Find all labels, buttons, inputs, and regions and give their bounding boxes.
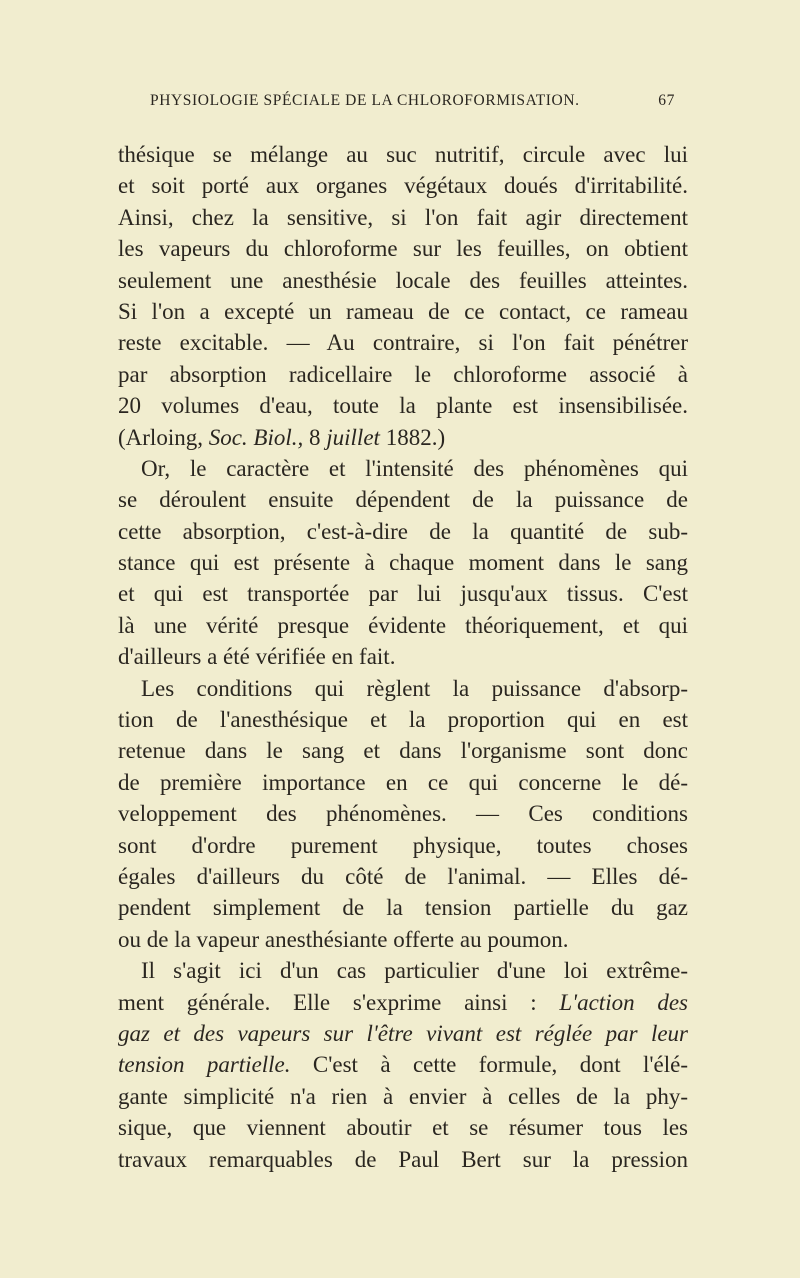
italic-quote-line: gaz et des vapeurs sur l'être vivant est réglée par leur xyxy=(118,1020,688,1046)
text-line: se déroulent ensuite dépendent de la puissance de xyxy=(118,487,688,513)
citation-day: 8 xyxy=(303,424,327,450)
text-line: et qui est transportée par lui jusqu'aux tissus. C'est xyxy=(118,581,688,607)
text-line: là une vérité presque évidente théoriquement, et qui xyxy=(118,612,688,638)
text-line: reste excitable. — Au contraire, si l'on fait pénétrer xyxy=(118,330,688,356)
text-line: Si l'on a excepté un rameau de ce contact, ce rameau xyxy=(118,298,688,324)
text-segment: C'est à cette formule, dont l'élé- xyxy=(290,1052,688,1078)
text-line: thésique se mélange au suc nutritif, circule avec lui xyxy=(118,142,688,167)
text-line: gante simplicité n'a rien à envier à celles de la phy- xyxy=(118,1083,688,1109)
running-title: PHYSIOLOGIE SPÉCIALE DE LA CHLOROFORMISATION. xyxy=(150,92,580,109)
text-line: seulement une anesthésie locale des feuilles atteintes. xyxy=(118,267,688,293)
text-line xyxy=(118,987,688,1018)
text-line: cette absorption, c'est-à-dire de la quantité de sub- xyxy=(118,518,688,544)
text-line: stance qui est présente à chaque moment dans le sang xyxy=(118,550,688,576)
body-text xyxy=(118,139,688,1175)
text-line: ou de la vapeur anesthésiante offerte au poumon. xyxy=(118,926,569,952)
page-number: 67 xyxy=(658,92,675,109)
text-line: retenue dans le sang et dans l'organisme sont donc xyxy=(118,738,688,764)
text-line: d'ailleurs a été vérifiée en fait. xyxy=(118,644,396,670)
text-line: sont d'ordre purement physique, toutes choses xyxy=(118,832,688,858)
citation-year: 1882.) xyxy=(379,424,446,450)
text-line: par absorption radicellaire le chloroforme associé à xyxy=(118,361,688,387)
text-line: 20 volumes d'eau, toute la plante est insensibilisée. xyxy=(118,393,688,419)
text-line: de première importance en ce qui concerne le dé- xyxy=(118,769,688,795)
citation-author: (Arloing, xyxy=(118,424,209,450)
text-line: tion de l'anesthésique et la proportion qui en est xyxy=(118,707,688,733)
text-line: les vapeurs du chloroforme sur les feuilles, on obtient xyxy=(118,236,688,262)
text-line: et soit porté aux organes végétaux doués d'irritabilité. xyxy=(118,173,688,199)
text-line xyxy=(118,1049,688,1080)
text-segment: ment générale. Elle s'exprime ainsi : xyxy=(118,989,560,1015)
italic-quote: tension partielle. xyxy=(118,1052,291,1078)
text-line: veloppement des phénomènes. — Ces conditions xyxy=(118,801,688,827)
text-line: Il s'agit ici d'un cas particulier d'une loi extrême- xyxy=(141,958,688,984)
text-line: sique, que viennent aboutir et se résumer tous les xyxy=(118,1115,688,1141)
citation-journal: Soc. Biol., xyxy=(208,424,304,450)
text-line: pendent simplement de la tension partielle du gaz xyxy=(118,895,688,921)
text-line: égales d'ailleurs du côté de l'animal. — Elles dé- xyxy=(118,863,688,889)
italic-quote: L'action des xyxy=(559,989,688,1015)
text-line: Ainsi, chez la sensitive, si l'on fait agir directement xyxy=(118,204,688,230)
text-line: travaux remarquables de Paul Bert sur la pression xyxy=(118,1146,688,1172)
citation-line xyxy=(118,422,688,453)
citation-month: juillet xyxy=(326,424,380,450)
text-line: Or, le caractère et l'intensité des phénomènes qui xyxy=(141,455,688,481)
text-line: Les conditions qui règlent la puissance d'absorp- xyxy=(141,675,688,701)
